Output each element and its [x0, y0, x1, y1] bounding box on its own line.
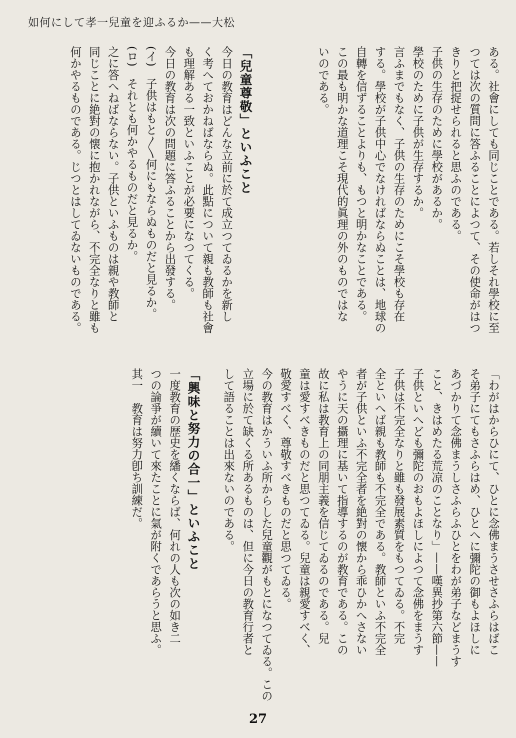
text-line: く考へておかねばならぬ。此點について親も教師も社會	[201, 46, 215, 334]
text-column-bottom-left	[126, 368, 202, 686]
text-line: つの論爭が續いて來たことに氣が附くであらうと思ふ。	[149, 368, 163, 656]
text-line: あづかりて念佛まうしさふらふひとをわが弟子などまうす	[449, 368, 463, 667]
page-number: 27	[248, 712, 268, 727]
text-line: 今日の教育はどんな立前に於て成立つてゐるかを新し	[220, 46, 234, 322]
text-line: ある。社會にしても同じことである。若しそれ學校に至	[487, 46, 500, 334]
text-line: 子供といへども彌陀のおもよほしによつて念佛をまうす	[411, 368, 425, 656]
text-line: いのである。	[316, 46, 330, 115]
text-line: 言ふまでもなく、子供の生存のためにこそ學校も存在	[392, 46, 406, 322]
text-line: 立場に於て缺くる所あるものは、但に今日の教育行者と	[241, 368, 255, 656]
text-line: 全といへば親も教師も不完全である。教師といふ不完全	[373, 368, 387, 656]
text-line: こと、きはめたる荒凉のことなり」——嘆異抄第六節——	[430, 368, 444, 667]
text-line: 童は愛すべきものだと思つてゐる。兒童は親愛すべく、	[297, 368, 311, 656]
text-line: して語ることは出來ないのである。	[222, 368, 236, 552]
text-line: 者が子供といふ不完全者を絶對の懐から乖ひかへさない	[354, 368, 368, 656]
text-line: 自轉を信ずることよりも、もつと明かなことである。	[354, 46, 368, 322]
section-heading-kyomi-doryoku: 「興味と努力の合一」といふこと	[186, 368, 201, 571]
section-heading-jido-sonkei: 「兒童尊敬」といふこと	[238, 46, 253, 195]
text-line: する。學校が子供中心でなければならぬことは、地球の	[373, 46, 387, 334]
text-line: 今の教育はかういふ所からした兒童觀がもとになつてゐる。この	[260, 368, 274, 702]
text-line: 今日の教育は次の問題に答ふることから出發する。	[163, 46, 177, 311]
text-line: 同じことに絶對の懐に抱かれながら、不完全なりと雖も	[87, 46, 101, 334]
text-line: 一度教育の歴史を繙くならば、何れの人も次の如き二	[168, 368, 182, 644]
text-line: 子供は不完全なりと雖も發展素質をもつてゐる。不完	[392, 368, 406, 644]
text-line: つては次の質問に答ふることによつて、その使命がはつ	[468, 46, 482, 334]
text-line: 子供の生存のために學校があるか。	[430, 46, 444, 230]
text-line: きりと把捉せられると思ふのである。	[449, 46, 463, 242]
text-line: も理解ある一致といふことが必要になつてくる。	[182, 46, 196, 299]
running-header: 如何にして孝一兒童を迎ふるか——大松	[28, 16, 235, 29]
text-line: (ロ) それとも何かやるものだと見るか。	[125, 46, 139, 263]
text-line: 「わがはからひにて、ひとに念佛まうさせさふらはばこ	[487, 368, 500, 656]
text-line: 何かやるものである。じつとはしてゐないものである。	[68, 46, 82, 334]
text-line: 其一 教育は努力卽ち訓練だ。	[130, 368, 144, 529]
text-line: そ弟子にてもさふらはめ、ひとへに彌陀の御もよほしに	[468, 368, 482, 656]
text-column-top-right	[313, 46, 502, 334]
text-line: やうに天の攝理に基いて指導するのが教育である。この	[335, 368, 349, 656]
text-line: (イ) 子供はもと〳〵何にもならぬものだと見るか。	[144, 46, 158, 320]
text-column-bottom-right	[218, 368, 502, 702]
text-line: 敬愛すべく、尊敬すべきものだと思つてゐる。	[279, 368, 293, 610]
text-line: 學校のために子供が生存するか。	[411, 46, 425, 219]
text-line: この最も明かな道理こそ現代的眞理の外のものではな	[335, 46, 349, 322]
text-column-top-left	[65, 46, 254, 334]
text-line: 之に答へねばならない。子供といふものは親や教師と	[106, 46, 120, 322]
text-line: 故に私は教育上の同朋主義を信じてゐるのである。兒	[316, 368, 330, 644]
